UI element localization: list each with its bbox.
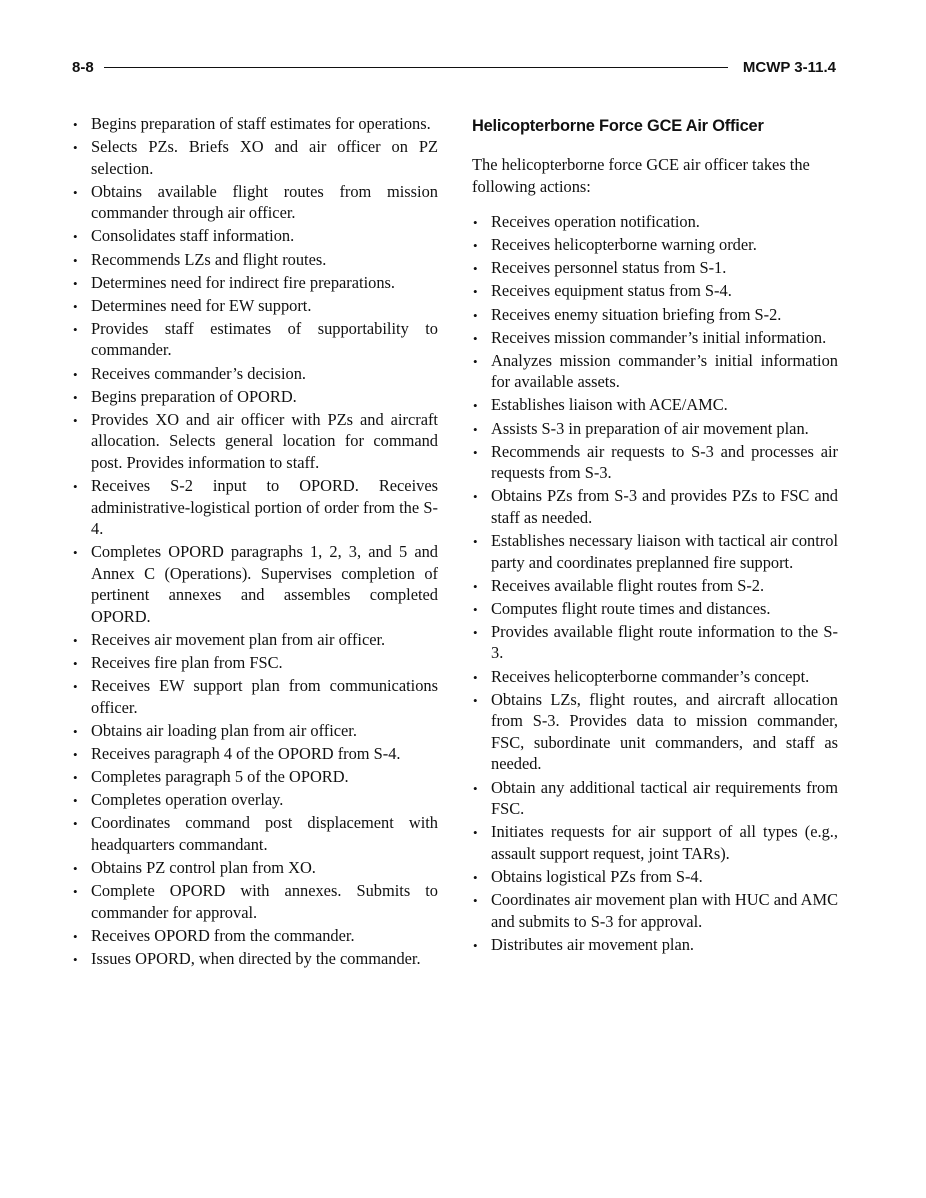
list-item-text: Complete OPORD with annexes. Submits to commander for approval. xyxy=(91,881,438,922)
list-item-text: Recommends air requests to S-3 and processes air requests from S-3. xyxy=(491,441,838,483)
list-item-text: Begins preparation of OPORD. xyxy=(91,386,297,406)
page-number: 8-8 xyxy=(72,59,94,76)
list-item xyxy=(72,948,438,970)
list-item xyxy=(472,530,838,573)
list-item-text: Completes paragraph 5 of the OPORD. xyxy=(91,767,349,787)
list-item xyxy=(472,211,838,233)
list-item xyxy=(72,675,438,718)
list-item-text: Receives enemy situation briefing from S-2. xyxy=(491,304,782,324)
list-item-text: Coordinates air movement plan with HUC and AMC and submits to S-3 for approval. xyxy=(491,890,838,931)
list-item xyxy=(72,812,438,855)
list-item-text: Receives mission commander’s initial information. xyxy=(491,327,827,347)
bullet-icon: • xyxy=(73,656,78,672)
bullet-icon: • xyxy=(473,937,478,953)
list-item-text: Receives OPORD from the commander. xyxy=(91,925,355,945)
list-item-text: Receives commander’s decision. xyxy=(91,363,306,383)
bullet-icon: • xyxy=(73,793,78,809)
bullet-icon: • xyxy=(473,284,478,300)
list-item xyxy=(472,777,838,820)
list-item-text: Consolidates staff information. xyxy=(91,226,295,246)
list-item-text: Computes flight route times and distances. xyxy=(491,598,771,618)
list-item xyxy=(72,318,438,361)
list-item xyxy=(472,234,838,256)
list-item xyxy=(472,821,838,864)
list-item-text: Receives equipment status from S-4. xyxy=(491,281,732,301)
list-item-text: Provides staff estimates of supportability to commander. xyxy=(91,318,438,360)
list-item-text: Receives fire plan from FSC. xyxy=(91,653,283,673)
list-item xyxy=(472,598,838,620)
list-item-text: Obtain any additional tactical air requirements from FSC. xyxy=(491,777,838,819)
right-column xyxy=(472,113,838,957)
bullet-icon: • xyxy=(73,747,78,763)
left-column xyxy=(72,113,438,971)
list-item-text: Provides XO and air officer with PZs and aircraft allocation. Selects general location for command post. Provides information to staff. xyxy=(91,409,438,472)
bullet-icon: • xyxy=(473,238,478,254)
list-item-text: Issues OPORD, when directed by the commander. xyxy=(91,948,421,968)
list-item-text: Obtains available flight routes from mission commander through air officer. xyxy=(91,181,438,223)
bullet-icon: • xyxy=(473,307,478,323)
list-item xyxy=(472,666,838,688)
list-item xyxy=(72,295,438,317)
list-item-text: Determines need for indirect fire preparations. xyxy=(91,272,396,292)
list-item-text: Obtains LZs, flight routes, and aircraft allocation from S-3. Provides data to mission commander, FSC, subordinate unit commanders, and staff as needed. xyxy=(491,689,838,774)
bullet-icon: • xyxy=(73,117,78,132)
list-item xyxy=(72,363,438,385)
list-item xyxy=(72,743,438,765)
list-item xyxy=(472,350,838,393)
list-item-text: Analyzes mission commander’s initial information for available assets. xyxy=(491,350,838,392)
bullet-icon: • xyxy=(73,861,78,877)
list-item xyxy=(72,541,438,627)
bullet-icon: • xyxy=(73,412,78,428)
section-intro: The helicopterborne force GCE air officer takes the following actions: xyxy=(472,155,810,196)
header-rule xyxy=(104,67,728,68)
list-item-text: Receives available flight routes from S-2. xyxy=(491,575,765,595)
bullet-icon: • xyxy=(73,633,78,649)
list-item xyxy=(472,575,838,597)
bullet-icon: • xyxy=(73,184,78,200)
list-item xyxy=(72,409,438,474)
list-item-text: Receives EW support plan from communications officer. xyxy=(91,676,438,717)
bullet-icon: • xyxy=(473,893,478,908)
list-item-text: Receives personnel status from S-1. xyxy=(491,258,727,278)
bullet-icon: • xyxy=(473,398,478,414)
list-item-text: Coordinates command post displacement with headquarters commandant. xyxy=(91,813,438,854)
list-item-text: Obtains air loading plan from air officer. xyxy=(91,721,357,741)
bullet-icon: • xyxy=(73,679,78,695)
bullet-icon: • xyxy=(73,928,78,944)
list-item xyxy=(72,789,438,811)
bullet-icon: • xyxy=(73,479,78,494)
bullet-icon: • xyxy=(73,884,78,900)
list-item xyxy=(72,629,438,651)
list-item xyxy=(72,766,438,788)
list-item-text: Initiates requests for air support of all types (e.g., assault support request, joint TARs). xyxy=(491,822,838,863)
bullet-icon: • xyxy=(73,229,78,245)
list-item xyxy=(72,225,438,247)
list-item xyxy=(472,621,838,664)
list-item xyxy=(72,181,438,224)
list-item-text: Receives helicopterborne warning order. xyxy=(491,235,757,255)
bullet-icon: • xyxy=(473,692,478,708)
bullet-icon: • xyxy=(73,298,78,314)
list-item xyxy=(72,857,438,879)
list-item-text: Determines need for EW support. xyxy=(91,295,312,315)
bullet-icon: • xyxy=(473,780,478,796)
list-item-text: Receives S-2 input to OPORD. Receives administrative-logistical portion of order from the S-4. xyxy=(91,476,438,539)
list-item xyxy=(72,272,438,294)
section-title: Helicopterborne Force GCE Air Officer xyxy=(472,117,764,135)
bullet-icon: • xyxy=(473,215,478,231)
list-item-text: Obtains PZs from S-3 and provides PZs to FSC and staff as needed. xyxy=(491,486,838,527)
list-item xyxy=(472,889,838,932)
list-item xyxy=(72,652,438,674)
list-item xyxy=(72,925,438,947)
right-bullet-list xyxy=(472,211,838,955)
bullet-icon: • xyxy=(73,321,78,337)
list-item-text: Completes OPORD paragraphs 1, 2, 3, and 5 and Annex C (Operations). Supervises completion of pertinent annexes and assembles completed OPORD. xyxy=(91,542,438,627)
bullet-icon: • xyxy=(473,825,478,841)
bullet-icon: • xyxy=(73,389,78,405)
bullet-icon: • xyxy=(473,444,478,460)
list-item xyxy=(472,934,838,956)
list-item-text: Distributes air movement plan. xyxy=(491,934,695,954)
bullet-icon: • xyxy=(73,140,78,156)
bullet-icon: • xyxy=(473,330,478,346)
list-item-text: Provides available flight route information to the S-3. xyxy=(491,621,838,663)
list-item xyxy=(472,394,838,416)
bullet-icon: • xyxy=(473,489,478,505)
bullet-icon: • xyxy=(473,421,478,437)
page-header xyxy=(72,58,836,80)
bullet-icon: • xyxy=(73,951,78,967)
bullet-icon: • xyxy=(473,624,478,640)
bullet-icon: • xyxy=(73,816,78,832)
list-item-text: Receives helicopterborne commander’s concept. xyxy=(491,666,810,686)
bullet-icon: • xyxy=(473,534,478,549)
list-item xyxy=(472,418,838,440)
list-item-text: Assists S-3 in preparation of air movement plan. xyxy=(491,418,809,438)
list-item-text: Receives air movement plan from air officer. xyxy=(91,630,386,650)
list-item xyxy=(472,689,838,775)
document-id: MCWP 3-11.4 xyxy=(742,59,836,76)
bullet-icon: • xyxy=(473,669,478,685)
bullet-icon: • xyxy=(73,545,78,561)
list-item xyxy=(472,485,838,528)
list-item xyxy=(472,257,838,279)
list-item xyxy=(472,327,838,349)
list-item xyxy=(472,866,838,888)
list-item-text: Obtains PZ control plan from XO. xyxy=(91,858,316,878)
bullet-icon: • xyxy=(473,869,478,885)
list-item-text: Receives operation notification. xyxy=(491,212,700,232)
bullet-icon: • xyxy=(473,353,478,369)
left-bullet-list xyxy=(72,113,438,970)
list-item-text: Selects PZs. Briefs XO and air officer on PZ selection. xyxy=(91,137,438,178)
bullet-icon: • xyxy=(473,261,478,277)
list-item xyxy=(472,441,838,484)
list-item-text: Establishes necessary liaison with tactical air control party and coordinates preplanned fire support. xyxy=(491,531,838,572)
list-item-text: Obtains logistical PZs from S-4. xyxy=(491,866,703,886)
list-item xyxy=(472,304,838,326)
bullet-icon: • xyxy=(473,578,478,594)
list-item xyxy=(72,720,438,742)
list-item-text: Receives paragraph 4 of the OPORD from S-4. xyxy=(91,744,401,764)
bullet-icon: • xyxy=(73,252,78,268)
bullet-icon: • xyxy=(73,366,78,382)
list-item xyxy=(72,880,438,923)
list-item-text: Recommends LZs and flight routes. xyxy=(91,249,327,269)
bullet-icon: • xyxy=(73,724,78,740)
list-item xyxy=(472,280,838,302)
list-item xyxy=(72,249,438,271)
list-item-text: Establishes liaison with ACE/AMC. xyxy=(491,395,728,415)
list-item xyxy=(72,386,438,408)
list-item xyxy=(72,475,438,540)
list-item xyxy=(72,136,438,179)
bullet-icon: • xyxy=(473,601,478,617)
bullet-icon: • xyxy=(73,275,78,291)
list-item xyxy=(72,113,438,135)
list-item-text: Completes operation overlay. xyxy=(91,790,284,810)
bullet-icon: • xyxy=(73,770,78,786)
list-item-text: Begins preparation of staff estimates for operations. xyxy=(91,114,431,133)
